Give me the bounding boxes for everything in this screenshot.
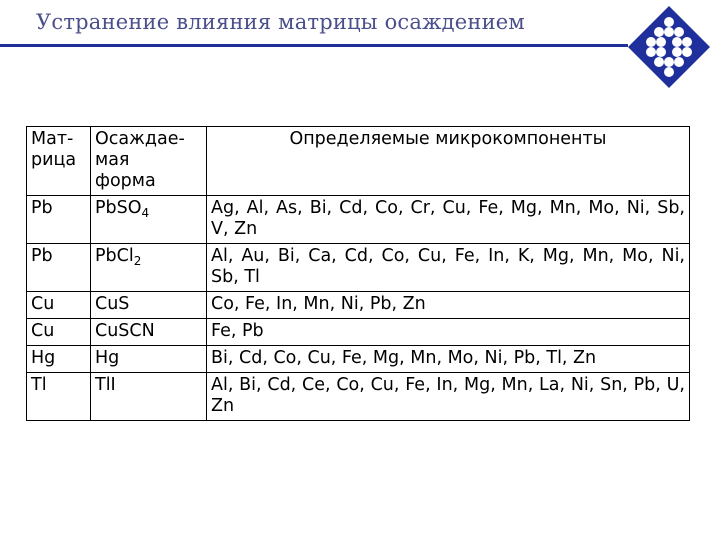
dot-grid-diamond-logo-icon bbox=[626, 4, 712, 90]
table-row bbox=[27, 244, 690, 292]
form-cell: CuS bbox=[91, 292, 207, 319]
precipitation-table bbox=[26, 126, 690, 421]
elements-cell: Ag, Al, As, Bi, Cd, Co, Cr, Cu, Fe, Mg, Mn, Mo, Ni, Sb, V, Zn bbox=[207, 196, 690, 244]
form-cell: Hg bbox=[91, 346, 207, 373]
matrix-cell: Cu bbox=[27, 292, 91, 319]
table-row bbox=[27, 319, 690, 346]
elements-cell: Fe, Pb bbox=[207, 319, 690, 346]
page-title: Устранение влияния матрицы осаждением bbox=[36, 10, 525, 34]
title-underline bbox=[0, 44, 628, 47]
header-microcomponents: Определяемые микрокомпоненты bbox=[207, 127, 690, 196]
elements-cell: Al, Au, Bi, Ca, Cd, Co, Cu, Fe, In, K, Mg, Mn, Mo, Ni, Sb, Tl bbox=[207, 244, 690, 292]
matrix-cell: Cu bbox=[27, 319, 91, 346]
form-cell: PbCl$_2$ bbox=[91, 244, 207, 292]
form-cell: CuSCN bbox=[91, 319, 207, 346]
matrix-cell: Pb bbox=[27, 244, 91, 292]
elements-cell: Al, Bi, Cd, Ce, Co, Cu, Fe, In, Mg, Mn, La, Ni, Sn, Pb, U, Zn bbox=[207, 373, 690, 421]
matrix-cell: Hg bbox=[27, 346, 91, 373]
table-row bbox=[27, 292, 690, 319]
form-cell: PbSO$_4$ bbox=[91, 196, 207, 244]
header-precipitate-form: Осаждае- мая форма bbox=[91, 127, 207, 196]
table-row bbox=[27, 373, 690, 421]
elements-cell: Bi, Cd, Co, Cu, Fe, Mg, Mn, Mo, Ni, Pb, Tl, Zn bbox=[207, 346, 690, 373]
header-matrix: Мат- рица bbox=[27, 127, 91, 196]
table-row bbox=[27, 346, 690, 373]
table-row bbox=[27, 196, 690, 244]
matrix-cell: Pb bbox=[27, 196, 91, 244]
form-cell: TlI bbox=[91, 373, 207, 421]
elements-cell: Co, Fe, In, Mn, Ni, Pb, Zn bbox=[207, 292, 690, 319]
matrix-cell: Tl bbox=[27, 373, 91, 421]
table-header-row bbox=[27, 127, 690, 196]
